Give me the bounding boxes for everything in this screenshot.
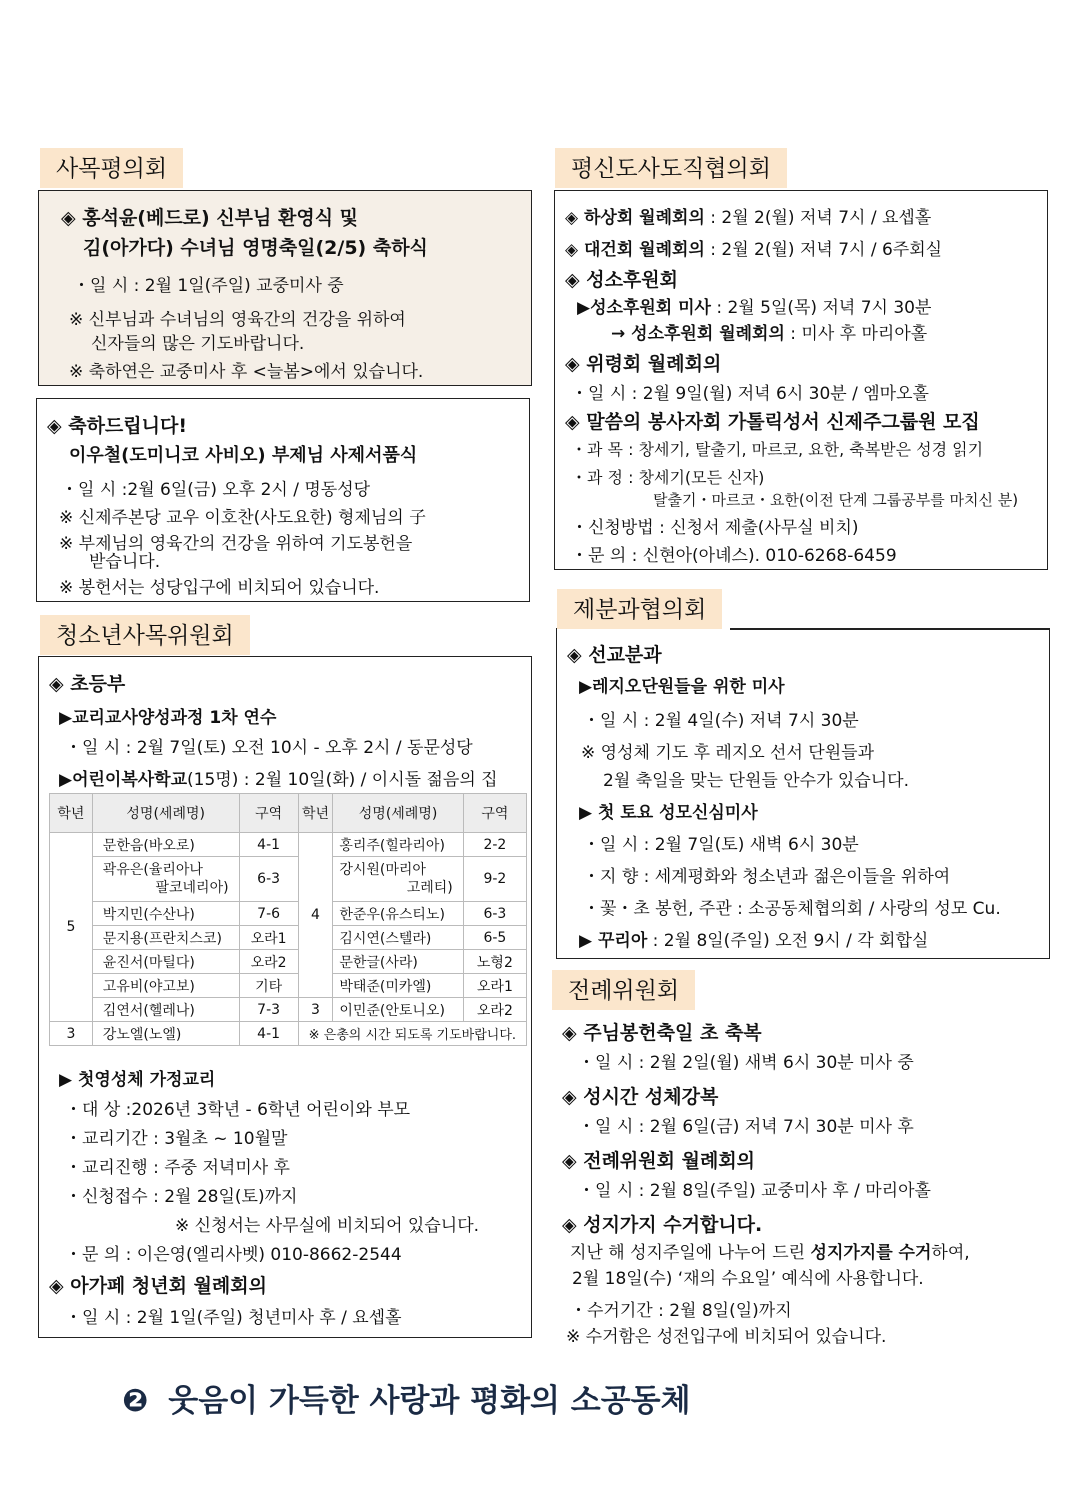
- first-communion-period: ・교리기간 : 3월초 ~ 10월말: [65, 1129, 288, 1149]
- pastoral-note-2: ※ 축하연은 교중미사 후 <늘봄>에서 있습니다.: [69, 362, 424, 382]
- bible-apply: ・신청방법 : 신청서 제출(사무실 비치): [571, 518, 859, 538]
- col-zone-2: 구역: [463, 794, 526, 833]
- grade-cell: 4: [298, 833, 333, 998]
- lay-apostolate-tab: 평신도사도직협의회: [555, 148, 787, 188]
- hasang-detail: : 2월 2(월) 저녁 7시 / 요셉홀: [704, 208, 932, 228]
- pastoral-heading-2: 김(아가다) 수녀님 영명축일(2/5) 축하식: [83, 237, 428, 259]
- congrats-note-2: ※ 부제님의 영육간의 건강을 위하여 기도봉헌을: [59, 534, 413, 554]
- table-row: [50, 1022, 527, 1046]
- holy-hour-heading: ◈ 성시간 성체강복: [562, 1086, 719, 1108]
- pastoral-council-tab: 사목평의회: [40, 148, 183, 188]
- zone-cell: 4-1: [239, 1022, 298, 1046]
- first-saturday-date: ・일 시 : 2월 7일(토) 새벽 6시 30분: [583, 835, 859, 855]
- palm-collection-text-1: [570, 1238, 970, 1263]
- grade-cell: 3: [298, 998, 333, 1022]
- first-saturday-intention: ・지 향 : 세계평화와 청소년과 젊은이들을 위하여: [583, 867, 951, 887]
- lay-apostolate-box: [554, 190, 1048, 570]
- zone-cell: 오라1: [239, 926, 298, 950]
- col-zone: 구역: [239, 794, 298, 833]
- teacher-training-date: ・일 시 : 2월 7일(토) 오전 10시 - 오후 2시 / 동문성당: [65, 738, 473, 758]
- table-row: [50, 926, 527, 950]
- col-name-2: 성명(세례명): [333, 794, 463, 833]
- name-cell: [92, 857, 239, 902]
- vocation-meeting-detail: : 미사 후 마리아홀: [784, 324, 928, 344]
- name-line: 강시원(마리아: [339, 862, 426, 878]
- altar-server-title: ▶어린이복사학교: [59, 770, 188, 790]
- pastoral-note-1: ※ 신부님과 수녀님의 영육간의 건강을 위하여: [69, 310, 406, 330]
- bible-heading: ◈ 말씀의 봉사자회 가톨릭성서 신제주그룹원 모집: [565, 411, 980, 433]
- pastoral-heading-1: ◈ 홍석윤(베드로) 신부님 환영식 및: [61, 207, 359, 229]
- name-cell: 고유비(야고보): [92, 974, 239, 998]
- zone-cell: 기타: [239, 974, 298, 998]
- name-cell: 김시연(스텔라): [333, 926, 463, 950]
- palm-collection-text-2: 2월 18일(수) ‘재의 수요일’ 예식에 사용합니다.: [572, 1269, 924, 1289]
- table-row: [50, 998, 527, 1022]
- congrats-note-2b: 받습니다.: [89, 552, 161, 572]
- name-cell: [333, 857, 463, 902]
- bible-course: ・과 정 : 창세기(모든 신자): [571, 468, 765, 487]
- zone-cell: 7-3: [239, 998, 298, 1022]
- altar-server-school: [59, 765, 498, 790]
- zone-cell: 노형2: [463, 950, 526, 974]
- youth-committee-tab: 청소년사목위원회: [40, 615, 250, 655]
- name-cell: 문한글(사라): [333, 950, 463, 974]
- grade-cell: 3: [50, 1022, 93, 1046]
- first-communion-deadline: ・신청접수 : 2월 28일(토)까지: [65, 1187, 298, 1207]
- hasang-title: ◈ 하상회 월례회의: [565, 208, 705, 228]
- curia-detail: : 2월 8일(주일) 오전 9시 / 각 회합실: [647, 931, 929, 951]
- name-cell: 문지용(프란치스코): [92, 926, 239, 950]
- altar-server-table: [49, 793, 527, 1046]
- table-row: [50, 950, 527, 974]
- candlemas-date: ・일 시 : 2월 2일(월) 새벽 6시 30분 미사 중: [578, 1053, 914, 1073]
- first-saturday-offering: ・꽃・초 봉헌, 주관 : 소공동체협의회 / 사랑의 성모 Cu.: [583, 899, 1001, 919]
- holy-hour-date: ・일 시 : 2월 6일(금) 저녁 7시 30분 미사 후: [578, 1117, 914, 1137]
- name-cell: 강노엘(노엘): [92, 1022, 239, 1046]
- curia-meeting: [579, 926, 928, 951]
- col-grade: 학년: [50, 794, 93, 833]
- candlemas-heading: ◈ 주님봉헌축일 초 축복: [562, 1022, 762, 1044]
- zone-cell: 6-3: [463, 902, 526, 926]
- legio-note-1: ※ 영성체 기도 후 레지오 선서 단원들과: [581, 743, 874, 763]
- congrats-note-3: ※ 봉헌서는 성당입구에 비치되어 있습니다.: [59, 578, 380, 598]
- name-cell: 김연서(헬레나): [92, 998, 239, 1022]
- name-cell: 문한음(바오로): [92, 833, 239, 857]
- pastoral-council-box: [38, 190, 532, 386]
- palm-text-c: 하여,: [931, 1243, 970, 1263]
- name-line: 곽유은(율리아나: [102, 862, 203, 878]
- memorial-date: ・일 시 : 2월 9일(월) 저녁 6시 30분 / 엠마오홀: [571, 384, 929, 404]
- first-communion-schedule: ・교리진행 : 주중 저녁미사 후: [65, 1158, 290, 1178]
- congrats-note-1: ※ 신제주본당 교우 이호찬(사도요한) 형제님의 子: [59, 508, 427, 528]
- zone-cell: 6-5: [463, 926, 526, 950]
- daegeon-detail: : 2월 2(월) 저녁 7시 / 6주회실: [704, 240, 943, 260]
- palm-collection-heading: ◈ 성지가지 수거합니다.: [562, 1214, 763, 1236]
- zone-cell: 4-1: [239, 833, 298, 857]
- footer-slogan: [122, 1375, 691, 1420]
- liturgy-meeting-date: ・일 시 : 2월 8일(주일) 교중미사 후 / 마리아홀: [578, 1181, 931, 1201]
- liturgy-meeting-heading: ◈ 전례위원회 월례회의: [562, 1150, 756, 1172]
- pastoral-date: ・일 시 : 2월 1일(주일) 교중미사 중: [73, 276, 344, 296]
- pastoral-note-1b: 신자들의 많은 기도바랍니다.: [91, 334, 305, 354]
- name-line: 고레티): [406, 880, 453, 896]
- bible-subjects: ・과 목 : 창세기, 탈출기, 마르코, 요한, 축복받은 성경 읽기: [571, 440, 984, 459]
- mission-heading: ◈ 선교분과: [567, 644, 662, 666]
- name-line: 팔코네리아): [155, 880, 229, 896]
- name-cell: 홍리주(힐라리아): [333, 833, 463, 857]
- first-communion-note: ※ 신청서는 사무실에 비치되어 있습니다.: [175, 1216, 480, 1236]
- curia-title: ▶ 꾸리아: [579, 931, 648, 951]
- bible-contact: ・문 의 : 신현아(아녜스). 010-6268-6459: [571, 546, 897, 566]
- daegeon-meeting: [565, 235, 942, 260]
- zone-cell: 9-2: [463, 857, 526, 902]
- zone-cell: 6-3: [239, 857, 298, 902]
- table-note-cell: ※ 은총의 시간 되도록 기도바랍니다.: [298, 1022, 526, 1046]
- jebun-council-tab: 제분과협의회: [557, 589, 722, 629]
- col-name: 성명(세례명): [92, 794, 239, 833]
- congrats-date: ・일 시 :2월 6일(금) 오후 2시 / 명동성당: [61, 480, 371, 500]
- grade-cell: 5: [50, 833, 93, 1022]
- name-cell: 박태준(미카엘): [333, 974, 463, 998]
- palm-collection-note: ※ 수거함은 성전입구에 비치되어 있습니다.: [566, 1327, 887, 1347]
- table-row: [50, 833, 527, 857]
- vocation-mass-detail: : 2월 5일(목) 저녁 7시 30분: [710, 298, 932, 318]
- table-header-row: [50, 794, 527, 833]
- name-cell: 박지민(수산나): [92, 902, 239, 926]
- teacher-training-title: ▶교리교사양성과정 1차 연수: [59, 708, 277, 728]
- table-row: [50, 857, 527, 902]
- zone-cell: 7-6: [239, 902, 298, 926]
- name-cell: 한준우(유스티노): [333, 902, 463, 926]
- congrats-heading: ◈ 축하드립니다!: [47, 415, 188, 437]
- table-row: [50, 902, 527, 926]
- zone-cell: 오라2: [463, 998, 526, 1022]
- vocation-meeting: [611, 319, 927, 344]
- bible-course-2: 탈출기・마르코・요한(이전 단계 그룹공부를 마치신 분): [653, 491, 1019, 509]
- zone-cell: 2-2: [463, 833, 526, 857]
- memorial-heading: ◈ 위령회 월례회의: [565, 353, 722, 375]
- liturgy-committee-tab: 전례위원회: [552, 970, 695, 1010]
- congrats-subheading: 이우철(도미니코 사비오) 부제님 사제서품식: [69, 445, 418, 466]
- youth-committee-box: [38, 656, 532, 1338]
- legio-mass-title: ▶레지오단원들을 위한 미사: [579, 677, 785, 697]
- first-saturday-title: ▶ 첫 토요 성모신심미사: [579, 803, 758, 823]
- palm-collection-period: ・수거기간 : 2월 8일(일)까지: [570, 1301, 792, 1321]
- daegeon-title: ◈ 대건회 월례회의: [565, 240, 705, 260]
- table-row: [50, 974, 527, 998]
- legio-note-2: 2월 축일을 맞는 단원들 안수가 있습니다.: [603, 771, 909, 791]
- palm-text-b: 성지가지를 수거: [810, 1243, 932, 1263]
- name-cell: 윤진서(마틸다): [92, 950, 239, 974]
- first-communion-target: ・대 상 :2026년 3학년 - 6학년 어린이와 부모: [65, 1100, 411, 1120]
- vocation-mass-title: ▶성소후원회 미사: [577, 298, 711, 318]
- legio-mass-date: ・일 시 : 2월 4일(수) 저녁 7시 30분: [583, 711, 859, 731]
- col-grade-2: 학년: [298, 794, 333, 833]
- name-cell: 이민준(안토니오): [333, 998, 463, 1022]
- zone-cell: 오라1: [463, 974, 526, 998]
- footer-bullet: ❷: [122, 1383, 149, 1419]
- elementary-heading: ◈ 초등부: [49, 673, 126, 695]
- zone-cell: 오라2: [239, 950, 298, 974]
- first-communion-contact: ・문 의 : 이은영(엘리사벳) 010-8662-2544: [65, 1245, 402, 1265]
- vocation-mass: [577, 293, 931, 318]
- footer-text: 웃음이 가득한 사랑과 평화의 소공동체: [168, 1383, 691, 1419]
- altar-server-detail: (15명) : 2월 10일(화) / 이시돌 젊음의 집: [187, 770, 498, 790]
- palm-text-a: 지난 해 성지주일에 나누어 드린: [570, 1243, 811, 1263]
- agape-date: ・일 시 : 2월 1일(주일) 청년미사 후 / 요셉홀: [65, 1308, 402, 1328]
- liturgy-section: [556, 1012, 1050, 1352]
- first-communion-title: ▶ 첫영성체 가정교리: [59, 1070, 216, 1090]
- congrats-box: [36, 398, 530, 602]
- agape-heading: ◈ 아가페 청년회 월례회의: [49, 1275, 267, 1297]
- jebun-council-box: [556, 628, 1050, 959]
- vocation-meeting-title: → 성소후원회 월례회의: [611, 324, 785, 344]
- vocation-heading: ◈ 성소후원회: [565, 269, 678, 291]
- hasang-meeting: [565, 203, 931, 228]
